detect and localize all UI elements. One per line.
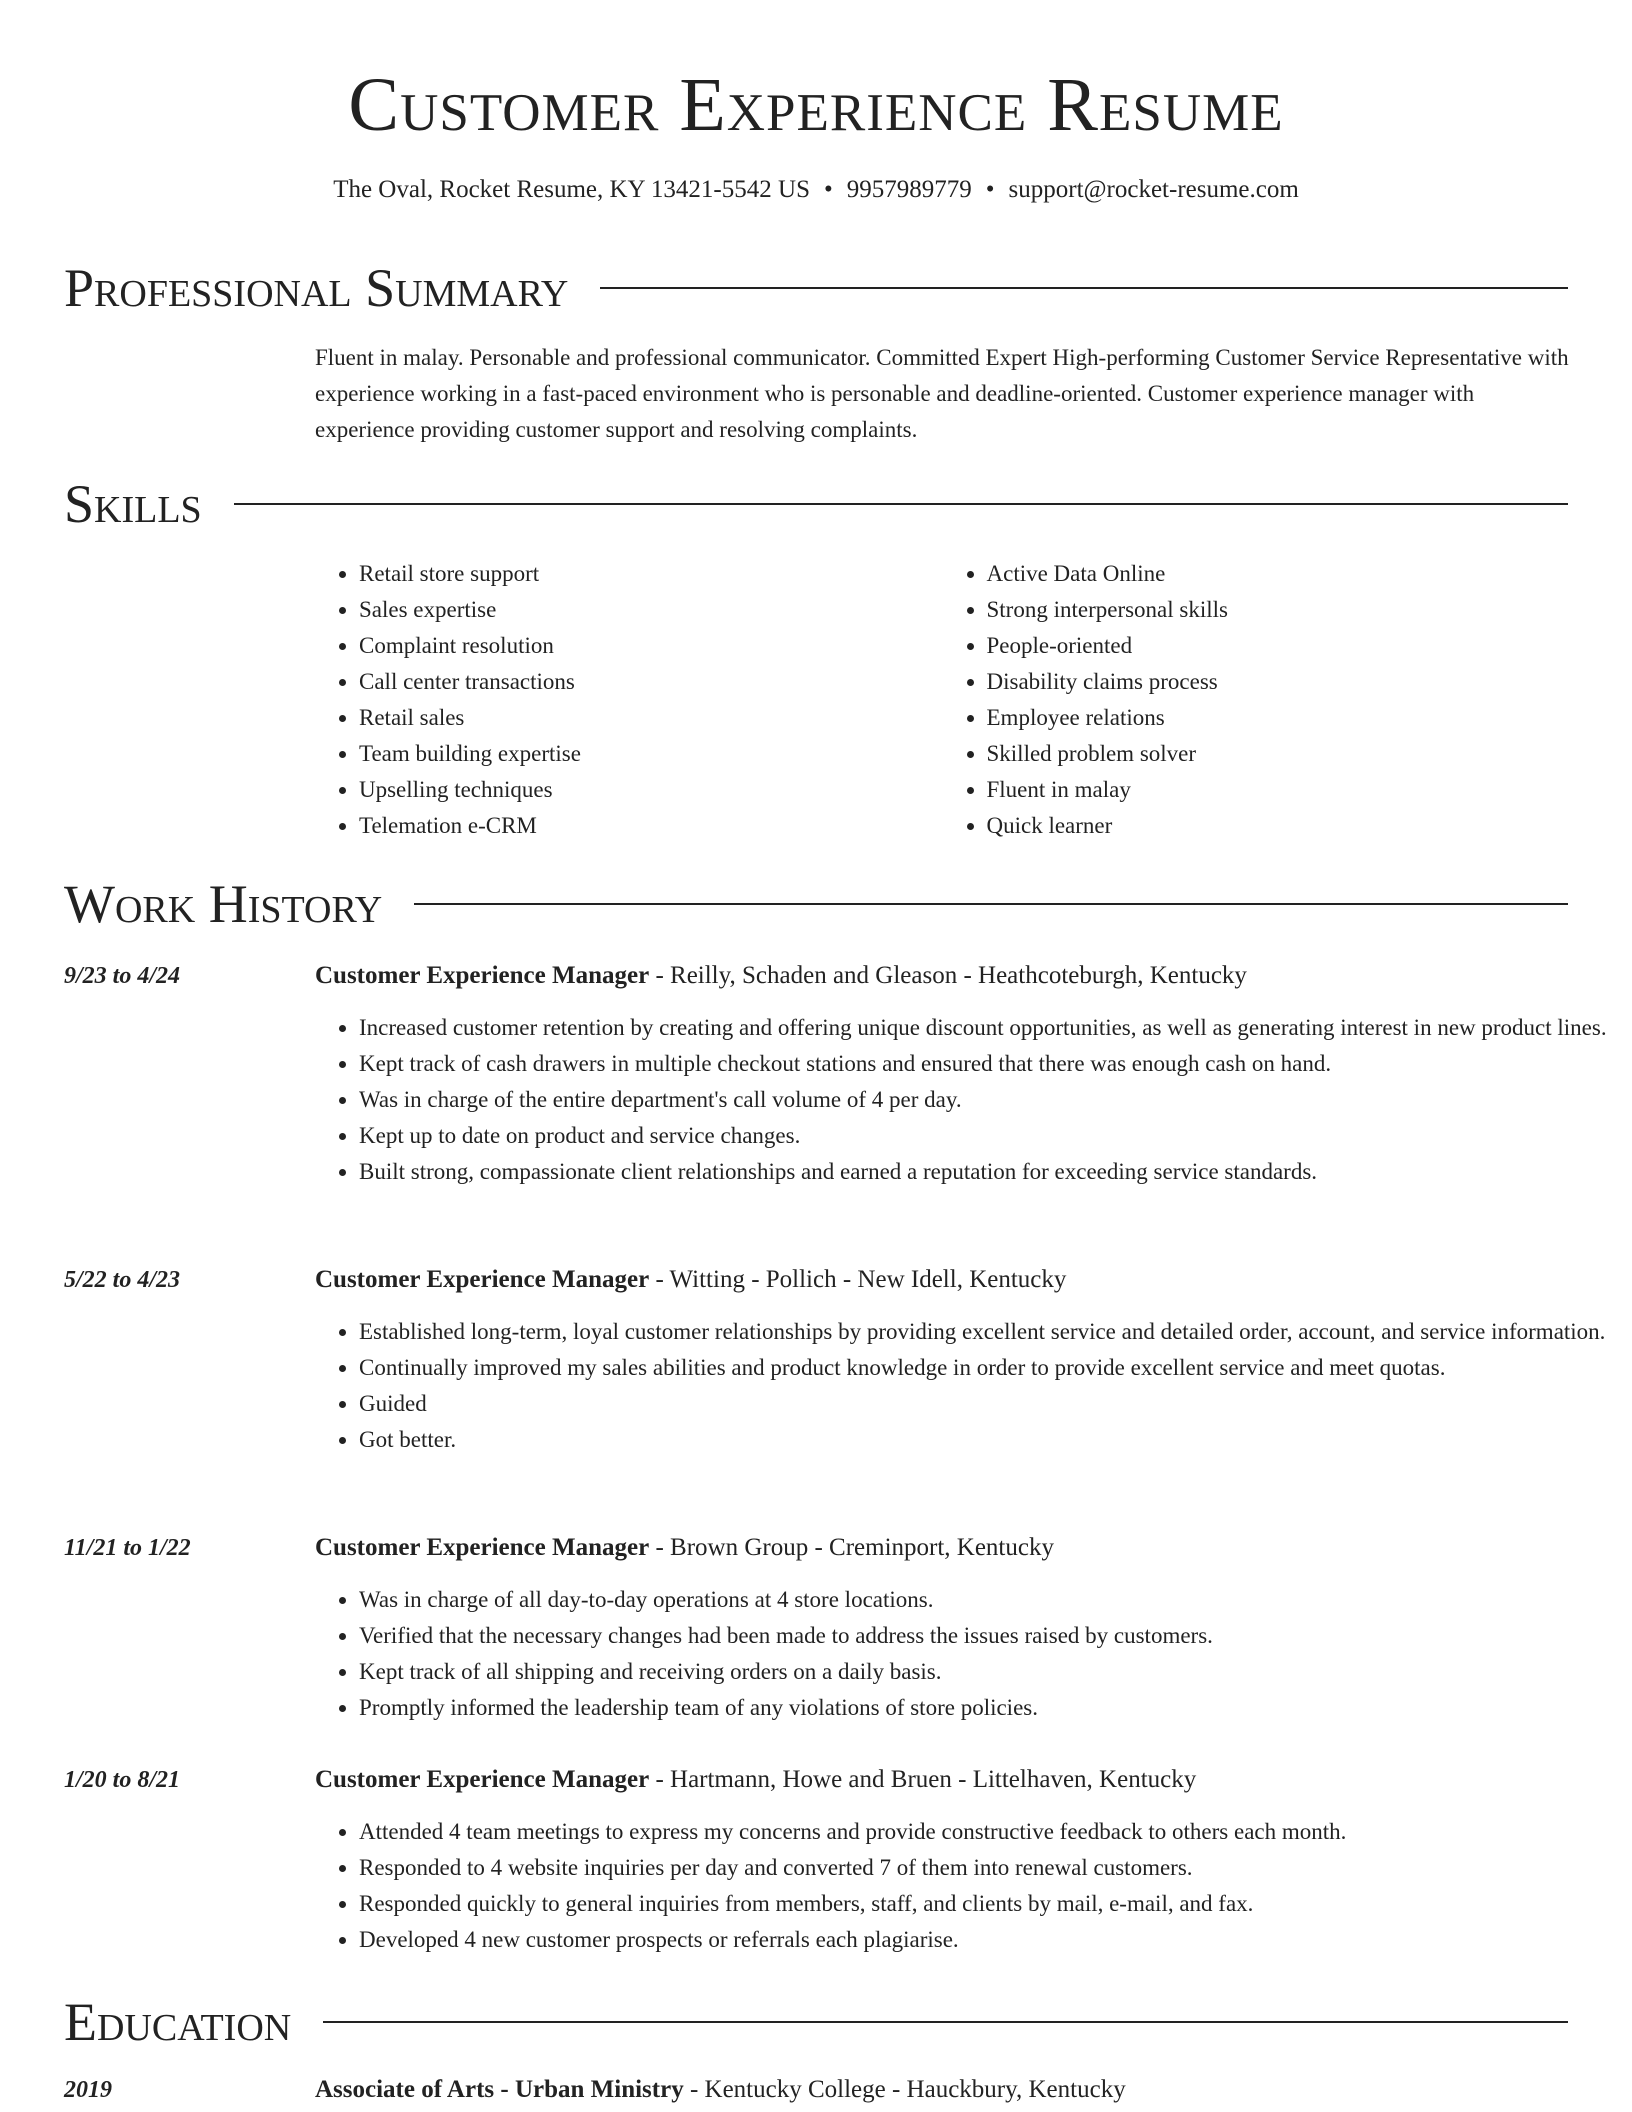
section-heading-work-history bbox=[64, 874, 1568, 934]
job-title: Customer Experience Manager bbox=[315, 1766, 650, 1793]
job-bullets bbox=[315, 1814, 1614, 1958]
section-heading-text: Skills bbox=[64, 474, 202, 534]
education-line bbox=[315, 2072, 1126, 2108]
skill-item: • Fluent in malay bbox=[987, 772, 1571, 808]
job-bullet: • Kept up to date on product and service changes. bbox=[359, 1118, 1614, 1154]
job-title: Customer Experience Manager bbox=[315, 1534, 650, 1561]
job-bullet: • Verified that the necessary changes had been made to address the issues raised by customers. bbox=[359, 1618, 1614, 1654]
job-title-line bbox=[315, 1530, 1054, 1566]
skill-item: • Call center transactions bbox=[359, 664, 943, 700]
skill-item: • Sales expertise bbox=[359, 592, 943, 628]
job-bullet: • Established long-term, loyal customer relationships by providing excellent service and detailed order, account, and service information. bbox=[359, 1314, 1614, 1350]
contact-separator: • bbox=[823, 176, 833, 203]
job-bullet: • Increased customer retention by creating and offering unique discount opportunities, as well as generating interest in new product lines. bbox=[359, 1010, 1614, 1046]
job-bullet: • Developed 4 new customer prospects or referrals each plagiarise. bbox=[359, 1922, 1614, 1958]
education-degree: Associate of Arts - Urban Ministry bbox=[315, 2076, 684, 2103]
job-bullet: • Attended 4 team meetings to express my concerns and provide constructive feedback to others each month. bbox=[359, 1814, 1614, 1850]
skill-item: • Complaint resolution bbox=[359, 628, 943, 664]
skill-item: • Upselling techniques bbox=[359, 772, 943, 808]
job-bullet: • Promptly informed the leadership team of any violations of store policies. bbox=[359, 1690, 1614, 1726]
job-bullets bbox=[315, 1314, 1614, 1458]
job-dates: 9/23 to 4/24 bbox=[64, 963, 181, 989]
section-divider bbox=[323, 2021, 1568, 2023]
skill-item: • Active Data Online bbox=[987, 556, 1571, 592]
section-heading-skills bbox=[64, 474, 1568, 534]
job-bullet: • Continually improved my sales abilities and product knowledge in order to provide excellent service and meet quotas. bbox=[359, 1350, 1614, 1386]
job-title: Customer Experience Manager bbox=[315, 962, 650, 989]
job-bullet: • Responded quickly to general inquiries from members, staff, and clients by mail, e-mail, and fax. bbox=[359, 1886, 1614, 1922]
job-employer: - Brown Group - Creminport, Kentucky bbox=[649, 1534, 1054, 1561]
job-bullets bbox=[315, 1010, 1614, 1190]
job-bullet: • Was in charge of the entire department's call volume of 4 per day. bbox=[359, 1082, 1614, 1118]
job-bullet: • Kept track of cash drawers in multiple checkout stations and ensured that there was enough cash on hand. bbox=[359, 1046, 1614, 1082]
job-employer: - Reilly, Schaden and Gleason - Heathcoteburgh, Kentucky bbox=[649, 962, 1247, 989]
job-title-line bbox=[315, 958, 1247, 994]
section-heading-text: Education bbox=[64, 1992, 292, 2052]
section-heading-summary bbox=[64, 258, 1568, 318]
contact-address: The Oval, Rocket Resume, KY 13421-5542 US bbox=[333, 176, 810, 203]
contact-separator: • bbox=[985, 176, 995, 203]
job-bullets bbox=[315, 1582, 1614, 1726]
education-school: - Kentucky College - Hauckbury, Kentucky bbox=[683, 2076, 1126, 2103]
resume-title: Customer Experience Resume bbox=[348, 63, 1284, 147]
section-divider bbox=[600, 287, 1568, 289]
job-dates: 1/20 to 8/21 bbox=[64, 1767, 181, 1793]
job-title: Customer Experience Manager bbox=[315, 1266, 650, 1293]
job-employer: - Hartmann, Howe and Bruen - Littelhaven, Kentucky bbox=[649, 1766, 1197, 1793]
job-bullet: • Was in charge of all day-to-day operations at 4 store locations. bbox=[359, 1582, 1614, 1618]
section-divider bbox=[414, 903, 1568, 905]
job-title-line bbox=[315, 1262, 1066, 1298]
job-bullet: • Kept track of all shipping and receiving orders on a daily basis. bbox=[359, 1654, 1614, 1690]
contact-line bbox=[0, 172, 1632, 208]
summary-text: Fluent in malay. Personable and professional communicator. Committed Expert High-performing Customer Service Representative with experience working in a fast-paced environment who is personable and deadline-oriented. Customer experience manager with experience providing customer support and resolving complaints. bbox=[315, 345, 1569, 442]
job-dates: 11/21 to 1/22 bbox=[64, 1535, 191, 1561]
skill-item: • Quick learner bbox=[987, 808, 1571, 844]
skill-item: • Skilled problem solver bbox=[987, 736, 1571, 772]
skill-item: • Retail sales bbox=[359, 700, 943, 736]
skill-item: • Strong interpersonal skills bbox=[987, 592, 1571, 628]
education-year: 2019 bbox=[64, 2077, 112, 2103]
skills-list-left bbox=[315, 556, 943, 844]
skills-grid bbox=[315, 556, 1570, 844]
job-employer: - Witting - Pollich - New Idell, Kentucky bbox=[649, 1266, 1067, 1293]
skill-item: • People-oriented bbox=[987, 628, 1571, 664]
job-bullet: • Built strong, compassionate client relationships and earned a reputation for exceeding service standards. bbox=[359, 1154, 1614, 1190]
skill-item: • Disability claims process bbox=[987, 664, 1571, 700]
job-bullet: • Got better. bbox=[359, 1422, 1614, 1458]
job-dates: 5/22 to 4/23 bbox=[64, 1267, 181, 1293]
skill-item: • Team building expertise bbox=[359, 736, 943, 772]
contact-phone: 9957989779 bbox=[846, 176, 972, 203]
section-divider bbox=[234, 503, 1568, 505]
job-bullet: • Responded to 4 website inquiries per day and converted 7 of them into renewal customers. bbox=[359, 1850, 1614, 1886]
section-heading-text: Work History bbox=[64, 874, 383, 934]
section-heading-text: Professional Summary bbox=[64, 258, 569, 318]
skills-list-right bbox=[943, 556, 1571, 844]
job-title-line bbox=[315, 1762, 1196, 1798]
skill-item: • Employee relations bbox=[987, 700, 1571, 736]
skill-item: • Retail store support bbox=[359, 556, 943, 592]
skill-item: • Telemation e-CRM bbox=[359, 808, 943, 844]
job-bullet: • Guided bbox=[359, 1386, 1614, 1422]
section-heading-education bbox=[64, 1992, 1568, 2052]
contact-email: support@rocket-resume.com bbox=[1008, 176, 1299, 203]
